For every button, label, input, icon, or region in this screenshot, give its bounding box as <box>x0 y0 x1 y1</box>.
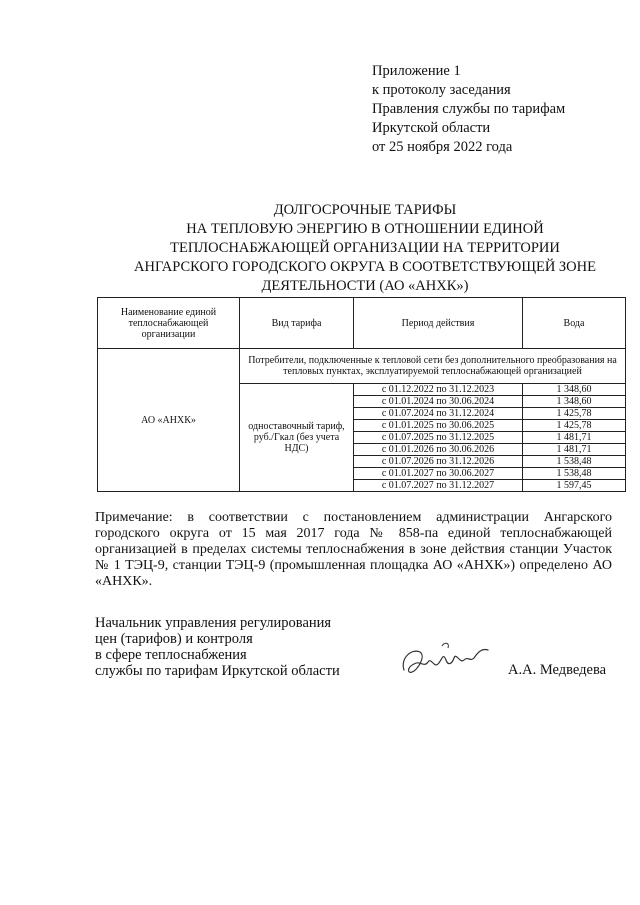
position-line: в сфере теплоснабжения <box>95 647 247 663</box>
appendix-line: Иркутской области <box>372 120 491 136</box>
period-cell: с 01.01.2025 по 30.06.2025 <box>354 420 523 432</box>
table-header-row <box>98 298 626 349</box>
title-line: ДЕЯТЕЛЬНОСТИ (АО «АНХК») <box>261 278 469 294</box>
header-period: Период действия <box>354 298 523 349</box>
header-water: Вода <box>523 298 626 349</box>
period-cell: с 01.07.2024 по 31.12.2024 <box>354 408 523 420</box>
position-line: службы по тарифам Иркутской области <box>95 663 340 679</box>
position-line: Начальник управления регулирования <box>95 615 332 631</box>
period-cell: с 01.01.2024 по 30.06.2024 <box>354 396 523 408</box>
appendix-line: Приложение 1 <box>372 63 461 79</box>
tariff-table <box>97 297 626 492</box>
title-line: АНГАРСКОГО ГОРОДСКОГО ОКРУГА В СООТВЕТСТВУЮЩЕЙ ЗОНЕ <box>134 259 596 275</box>
water-value-cell: 1 425,78 <box>523 408 626 420</box>
water-value-cell: 1 597,45 <box>523 480 626 492</box>
period-cell: с 01.12.2022 по 31.12.2023 <box>354 384 523 396</box>
appendix-line: к протоколу заседания <box>372 82 511 98</box>
header-tariff-type: Вид тарифа <box>240 298 354 349</box>
period-cell: с 01.07.2025 по 31.12.2025 <box>354 432 523 444</box>
position-line: цен (тарифов) и контроля <box>95 631 253 647</box>
appendix-line: Правления службы по тарифам <box>372 101 566 117</box>
organization-cell: АО «АНХК» <box>98 349 240 492</box>
water-value-cell: 1 348,60 <box>523 384 626 396</box>
tariff-type-cell: одноставочный тариф, руб./Гкал (без учета НДС) <box>240 384 354 492</box>
water-value-cell: 1 538,48 <box>523 456 626 468</box>
appendix-header <box>372 62 565 157</box>
signer-name: А.А. Медведева <box>508 662 607 678</box>
water-value-cell: 1 538,48 <box>523 468 626 480</box>
water-value-cell: 1 348,60 <box>523 396 626 408</box>
period-cell: с 01.01.2027 по 30.06.2027 <box>354 468 523 480</box>
title-line: ТЕПЛОСНАБЖАЮЩЕЙ ОРГАНИЗАЦИИ НА ТЕРРИТОРИИ <box>170 240 560 256</box>
water-value-cell: 1 481,71 <box>523 444 626 456</box>
handwritten-signature <box>398 638 498 682</box>
title-line: НА ТЕПЛОВУЮ ЭНЕРГИЮ В ОТНОШЕНИИ ЕДИНОЙ <box>186 221 544 237</box>
period-cell: с 01.01.2026 по 30.06.2026 <box>354 444 523 456</box>
header-org: Наименование единой теплоснабжающей организации <box>98 298 240 349</box>
title-line: ДОЛГОСРОЧНЫЕ ТАРИФЫ <box>273 202 457 218</box>
water-value-cell: 1 481,71 <box>523 432 626 444</box>
appendix-line: от 25 ноября 2022 года <box>372 139 513 155</box>
period-cell: с 01.07.2027 по 31.12.2027 <box>354 480 523 492</box>
document-title <box>95 201 635 296</box>
note-paragraph: Примечание: в соответствии с постановлением администрации Ангарского городского округа от 15 мая 2017 года № 858-па единой теплоснабжающей организацией в пределах системы теплоснабжения в зоне действия станции Участок № 1 ТЭЦ-9, станции ТЭЦ-9 (промышленная площадка АО «АНХК») определено АО «АНХК». <box>95 510 612 589</box>
water-value-cell: 1 425,78 <box>523 420 626 432</box>
signature-position <box>95 615 340 679</box>
consumers-cell: Потребители, подключенные к тепловой сети без дополнительного преобразования на тепловых пунктах, эксплуатируемой теплоснабжающей организацией <box>240 349 626 384</box>
table-row <box>98 349 626 384</box>
period-cell: с 01.07.2026 по 31.12.2026 <box>354 456 523 468</box>
